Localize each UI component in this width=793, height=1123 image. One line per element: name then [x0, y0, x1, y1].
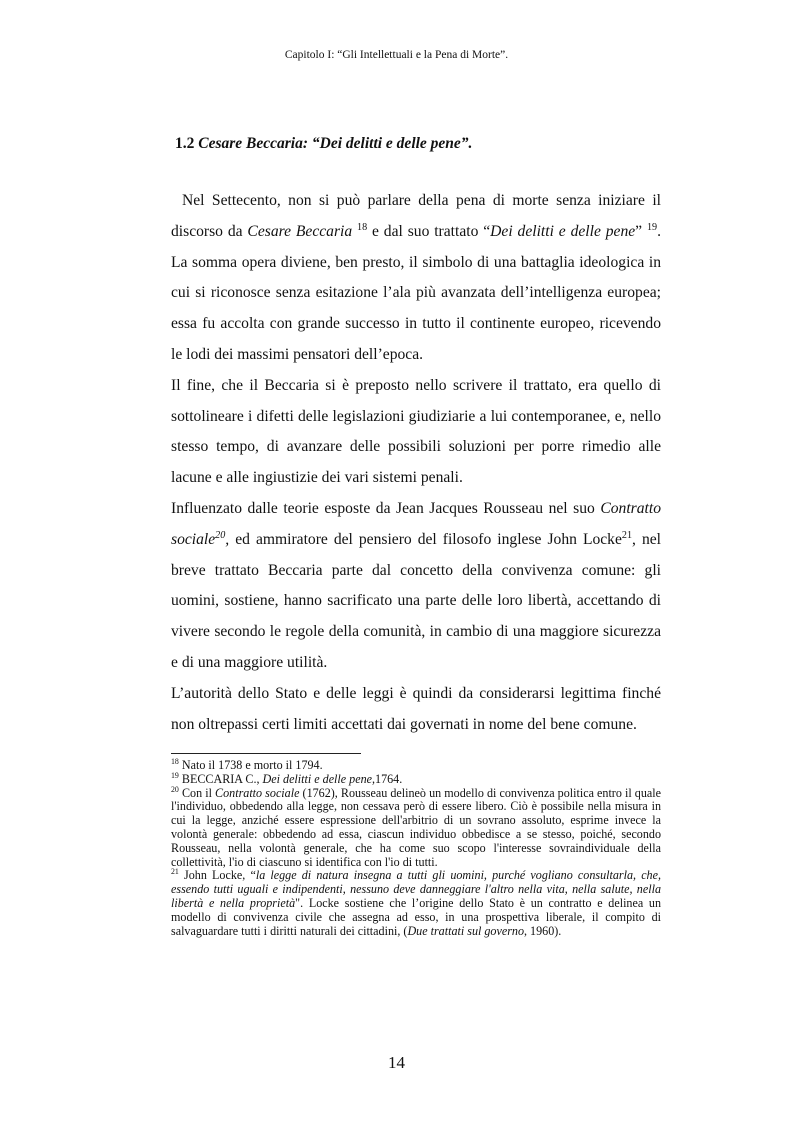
footnote-18: [171, 756, 661, 773]
footnote-21-text-a: John Locke, “: [178, 868, 256, 883]
p3-text-a: Influenzato dalle teorie esposte da Jean Jacques Rousseau nel suo: [171, 499, 601, 517]
footnote-21: [171, 869, 661, 938]
footnote-19-title: Dei delitti e delle pene,: [262, 771, 376, 786]
p1-text-b: e dal suo trattato “: [367, 222, 491, 240]
footnote-18-number: 18: [171, 756, 179, 766]
p1-text-c: ”: [635, 222, 643, 240]
footnote-21-text-b: ". Locke sostiene che l’origine dello Stato è un contratto e delinea un modello di convivenza civile che assegna ad esso, in una prospettiva liberale, il compito di salvaguardare tutti i diritti naturali dei cittadini, (: [171, 895, 662, 938]
running-header: Capitolo I: “Gli Intellettuali e la Pena di Morte”.: [284, 49, 509, 61]
p3-text-c: , nel breve trattato Beccaria parte dal concetto della convivenza comune: gli uomini, sostiene, hanno sacrificato una parte delle loro libertà, accettando di vivere secondo le regole della comunità, in cambio di una maggiore sicurezza e di una maggiore utilità.: [171, 530, 661, 671]
footnote-20: [171, 784, 661, 870]
footnote-20-number: 20: [171, 784, 179, 794]
p1-text-d: . La somma opera diviene, ben presto, il simbolo di una battaglia ideologica in cui si riconosce senza esitazione l’ala più avanzata dell’intelligenza europea; essa fu accolta con grande successo in tutto il continente europeo, ricevendo le lodi dei massimi pensatori dell’epoca.: [171, 222, 661, 363]
p1-author-name: Cesare Beccaria: [247, 222, 353, 240]
footnote-18-text: Nato il 1738 e morto il 1794.: [178, 758, 323, 772]
p3-comma: ,: [225, 530, 230, 548]
paragraph-3: [171, 494, 661, 679]
footnote-ref-21[interactable]: 21: [621, 529, 633, 541]
footnote-ref-19[interactable]: 19: [646, 221, 658, 233]
footnote-20-title: Contratto sociale: [215, 785, 300, 800]
footnote-19-text-a: BECCARIA C.,: [178, 771, 263, 786]
p1-work-title: Dei delitti e delle pene: [490, 222, 636, 240]
p3-text-b: ed ammiratore del pensiero del filosofo inglese John Locke: [229, 530, 622, 548]
footnote-20-text-b: (1762), Rousseau delineò un modello di convivenza politica entro il quale l'individuo, obbedendo alla legge, non cessava però di essere libero. Ciò è possibile nella misura in cui la legge, anziché essere espressione dell'arbitrio di un sovrano assoluto, esprime invece la volontà generale: obbedendo ad essa, ciascun individuo obbedisce a se stesso, poiché, secondo Rousseau, nella volontà generale, che ha come suo scopo l'interesse sovraindividuale della collettività, l'io di ciascuno si identifica con l'io di tutti.: [171, 785, 661, 869]
footnotes: [171, 756, 662, 938]
footnote-20-text-a: Con il: [178, 785, 216, 800]
section-heading: [175, 135, 472, 153]
footnote-ref-18[interactable]: 18: [357, 221, 368, 233]
paragraph-2: Il fine, che il Beccaria si è preposto nello scrivere il trattato, era quello di sottolineare i difetti delle legislazioni giudiziarie a lui contemporanee, e, nello stesso tempo, di avanzare delle possibili soluzioni per porre rimedio alle lacune e alle ingiustizie dei vari sistemi penali.: [171, 376, 661, 487]
section-title: Cesare Beccaria: “Dei delitti e delle pene”.: [198, 135, 473, 152]
p1-text-a: Nel Settecento, non si può parlare della pena di morte senza iniziare il discorso da: [171, 192, 661, 240]
footnote-21-text-c: , 1960).: [524, 923, 562, 938]
footnote-19-number: 19: [171, 770, 179, 780]
footnote-21-quote: la legge di natura insegna a tutti gli uomini, purché vogliano consultarla, che, essendo tutti uguali e indipendenti, nessuno deve danneggiare l'altro nella vita, nella salute, nella libertà e nella proprietà: [171, 868, 661, 910]
paragraph-4: L’autorità dello Stato e delle leggi è quindi da considerarsi legittima finché non oltrepassi certi limiti accettati dai governati in nome del bene comune.: [171, 684, 661, 733]
footnote-19-text-b: 1764.: [375, 771, 403, 786]
footnote-21-title: Due trattati sul governo: [407, 923, 524, 938]
footnote-21-number: 21: [171, 867, 179, 877]
section-number: 1.2: [175, 135, 195, 152]
footnote-ref-20[interactable]: 20: [215, 529, 226, 541]
footnote-separator: [171, 753, 361, 754]
paragraph-1: [171, 186, 661, 371]
body-text: [171, 186, 661, 740]
p3-work-title-text: Contratto sociale: [171, 499, 661, 548]
page-number: 14: [388, 1053, 405, 1072]
footnote-19: [171, 770, 661, 787]
